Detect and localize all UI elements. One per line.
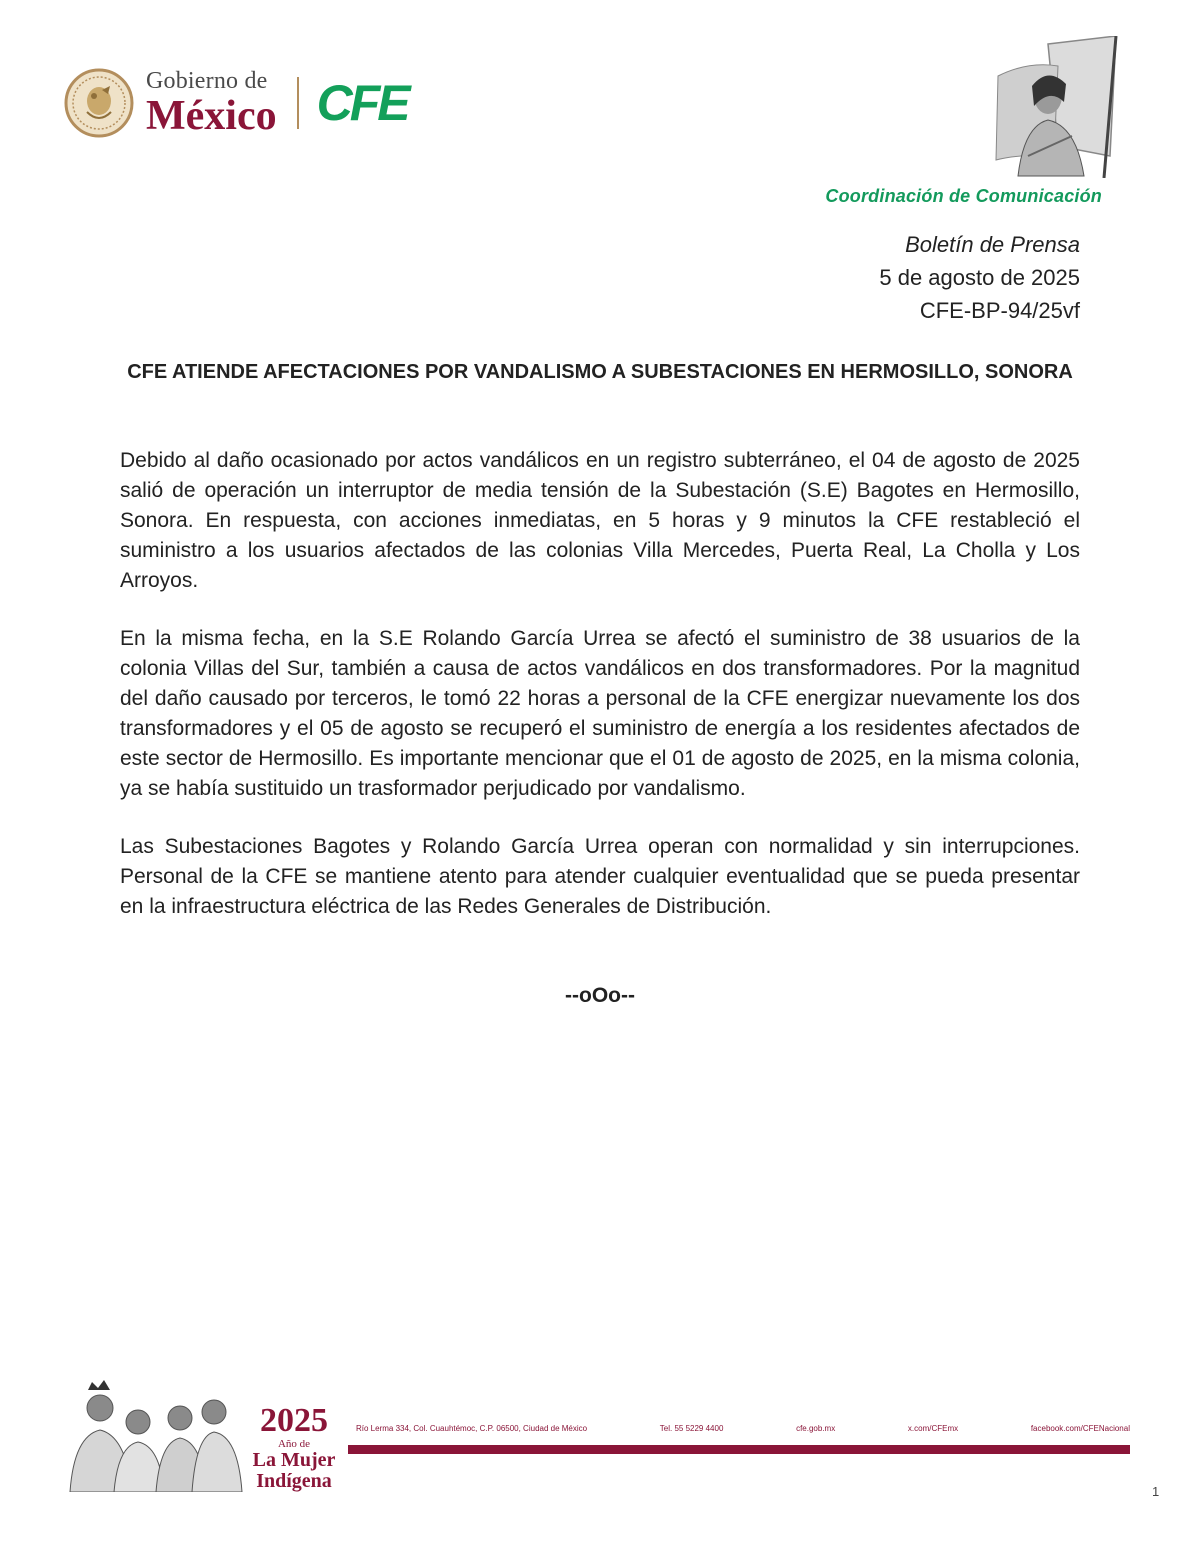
closing-mark: --oOo--	[565, 984, 635, 1007]
paragraph: Debido al daño ocasionado por actos vandálicos en un registro subterráneo, el 04 de agosto de 2025 salió de operación un interruptor de media tensión de la Subestación (S.E) Bagotes en Hermosillo, Sonora. En respuesta, con acciones inmediatas, en 5 horas y 9 minutos la CFE restableció el suministro a los usuarios afectados de las colonias Villa Mercedes, Puerta Real, La Cholla y Los Arroyos.	[120, 449, 1080, 592]
press-release-title: CFE ATIENDE AFECTACIONES POR VANDALISMO A SUBESTACIONES EN HERMOSILLO, SONORA	[127, 361, 1073, 383]
footer-contact-line	[356, 1424, 1130, 1433]
footer-facebook-link[interactable]: facebook.com/CFENacional	[1030, 1424, 1130, 1433]
page-number: 1	[1152, 1484, 1160, 1499]
coordinacion-label: Coordinación de Comunicación	[825, 186, 1102, 206]
paragraph: Las Subestaciones Bagotes y Rolando García Urrea operan con normalidad y sin interrupciones. Personal de la CFE se mantiene atento para atender cualquier eventualidad que se pueda presentar en la infraestructura eléctrica de las Redes Generales de Distribución.	[120, 835, 1080, 918]
footer-indigena: Indígena	[256, 1470, 332, 1492]
gobierno-de-text: Gobierno de	[146, 68, 268, 94]
bulletin-type: Boletín de Prensa	[905, 232, 1080, 257]
footer-x-link[interactable]: x.com/CFEmx	[907, 1424, 959, 1433]
footer-bar	[348, 1445, 1130, 1454]
bulletin-date: 5 de agosto de 2025	[879, 265, 1080, 290]
logo-divider	[297, 77, 299, 129]
bulletin-meta	[879, 228, 1080, 327]
national-seal-icon	[64, 68, 134, 138]
press-release-body	[120, 446, 1080, 950]
mexico-text: México	[146, 93, 277, 139]
footer-tel: Tel. 55 5229 4400	[659, 1424, 724, 1433]
flag-portrait-illustration	[988, 36, 1124, 178]
bulletin-code: CFE-BP-94/25vf	[919, 298, 1080, 323]
paragraph: En la misma fecha, en la S.E Rolando García Urrea se afectó el suministro de 38 usuarios de la colonia Villas del Sur, también a causa de actos vandálicos en dos transformadores. Por la magnitud del daño causado por terceros, le tomó 22 horas a personal de la CFE energizar nuevamente los dos transformadores y el 05 de agosto se recuperó el suministro de energía a los residentes afectados de este sector de Hermosillo. Es importante mencionar que el 01 de agosto de 2025, en la misma colonia, ya se había sustituido un trasformador perjudicado por vandalismo.	[120, 627, 1080, 800]
footer-web-link[interactable]: cfe.gob.mx	[796, 1424, 836, 1433]
cfe-logo: CFE	[316, 75, 408, 131]
indigenous-women-illustration	[62, 1380, 244, 1492]
header-logos	[64, 68, 408, 138]
gobierno-de-mexico-wordmark	[146, 69, 277, 137]
footer-year: 2025	[260, 1402, 328, 1439]
footer-ano-de: Año de	[277, 1438, 311, 1450]
year-of-indigenous-woman-logo	[248, 1404, 340, 1491]
footer-address: Río Lerma 334, Col. Cuauhtémoc, C.P. 06500, Ciudad de México	[356, 1424, 588, 1433]
footer-la-mujer: La Mujer	[252, 1449, 336, 1471]
